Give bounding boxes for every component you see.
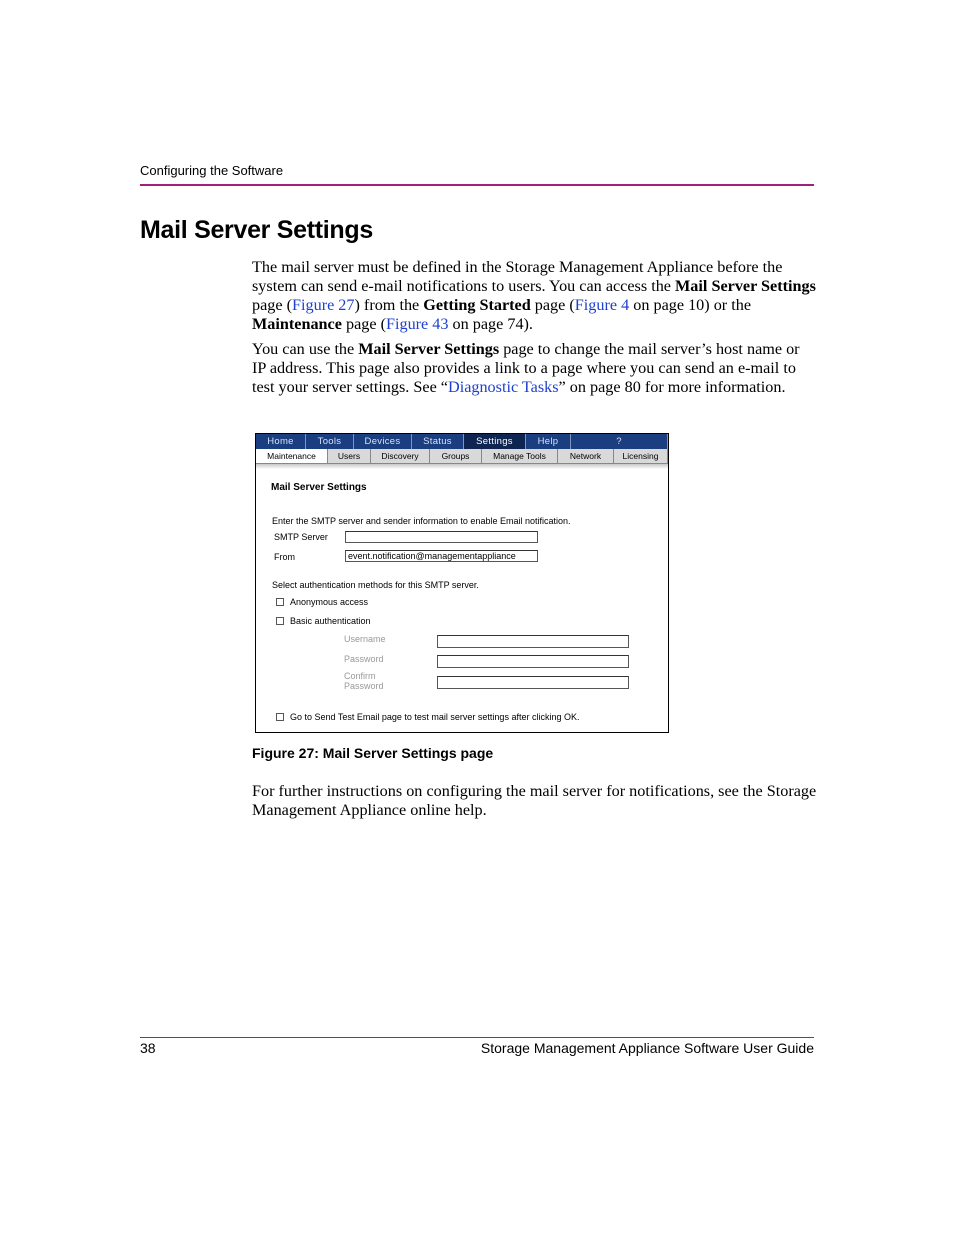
password-label: Password bbox=[344, 654, 384, 664]
top-nav-tools[interactable]: Tools bbox=[306, 434, 354, 449]
smtp-server-label: SMTP Server bbox=[274, 532, 328, 542]
footer-rule bbox=[140, 1037, 814, 1038]
confirm-password-label: Confirm Password bbox=[344, 671, 384, 691]
top-nav-home[interactable]: Home bbox=[256, 434, 306, 449]
sub-nav-maintenance[interactable]: Maintenance bbox=[256, 449, 328, 463]
auth-intro-text: Select authentication methods for this SMTP server. bbox=[272, 580, 479, 590]
username-input[interactable] bbox=[437, 635, 629, 648]
anonymous-access-checkbox[interactable] bbox=[276, 598, 284, 606]
smtp-intro-text: Enter the SMTP server and sender information to enable Email notification. bbox=[272, 516, 571, 526]
sub-nav-groups[interactable]: Groups bbox=[430, 449, 482, 463]
sub-nav-users[interactable]: Users bbox=[328, 449, 371, 463]
page-title: Mail Server Settings bbox=[140, 216, 373, 244]
running-head: Configuring the Software bbox=[140, 163, 284, 178]
username-label: Username bbox=[344, 634, 386, 644]
anonymous-access-label: Anonymous access bbox=[290, 597, 369, 607]
top-nav-about[interactable]: ? bbox=[571, 434, 668, 449]
page-number: 38 bbox=[140, 1040, 156, 1056]
footer-title: Storage Management Appliance Software User Guide bbox=[480, 1040, 814, 1056]
basic-auth-label: Basic authentication bbox=[290, 616, 371, 626]
from-label: From bbox=[274, 552, 295, 562]
top-nav-status[interactable]: Status bbox=[412, 434, 464, 449]
sub-nav bbox=[256, 449, 668, 464]
sub-nav-discovery[interactable]: Discovery bbox=[371, 449, 430, 463]
top-nav-help[interactable]: Help bbox=[526, 434, 571, 449]
usage-paragraph: You can use the Mail Server Settings page to change the mail server’s host name or IP address. This page also provides a link to a page where you can send an e-mail to test your server settings. See “Diagnostic Tasks” on page 80 for more information. bbox=[252, 340, 800, 396]
send-test-email-label: Go to Send Test Email page to test mail server settings after clicking OK. bbox=[290, 712, 580, 722]
intro-paragraph: The mail server must be defined in the Storage Management Appliance before the system can send e-mail notifications to users. You can access the Mail Server Settings page (Figure 27) from the Getting Started page (Figure 4 on page 10) or the Maintenance page (Figure 43 on page 74). bbox=[252, 258, 816, 333]
password-input[interactable] bbox=[437, 655, 629, 668]
from-input[interactable]: event.notification@managementappliance bbox=[345, 550, 538, 562]
top-nav-settings[interactable]: Settings bbox=[464, 434, 526, 449]
nav-shadow bbox=[256, 464, 668, 469]
figure-4-link[interactable]: Figure 4 bbox=[574, 296, 630, 314]
send-test-email-checkbox[interactable] bbox=[276, 713, 284, 721]
further-instructions-paragraph: For further instructions on configuring the mail server for notifications, see the Storage Management Appliance online help. bbox=[252, 782, 817, 819]
confirm-password-input[interactable] bbox=[437, 676, 629, 689]
basic-auth-checkbox[interactable] bbox=[276, 617, 284, 625]
settings-heading: Mail Server Settings bbox=[271, 482, 367, 493]
sub-nav-manage-tools[interactable]: Manage Tools bbox=[482, 449, 558, 463]
sub-nav-licensing[interactable]: Licensing bbox=[614, 449, 668, 463]
top-nav bbox=[256, 434, 668, 449]
sub-nav-network[interactable]: Network bbox=[558, 449, 614, 463]
smtp-server-input[interactable] bbox=[345, 531, 538, 543]
mail-server-settings-screenshot bbox=[255, 433, 669, 733]
diagnostic-tasks-link[interactable]: Diagnostic Tasks bbox=[448, 378, 559, 396]
figure-27-link[interactable]: Figure 27 bbox=[292, 296, 355, 314]
figure-caption: Figure 27: Mail Server Settings page bbox=[252, 745, 494, 761]
header-rule bbox=[140, 184, 814, 186]
figure-43-link[interactable]: Figure 43 bbox=[385, 315, 449, 333]
top-nav-devices[interactable]: Devices bbox=[354, 434, 412, 449]
